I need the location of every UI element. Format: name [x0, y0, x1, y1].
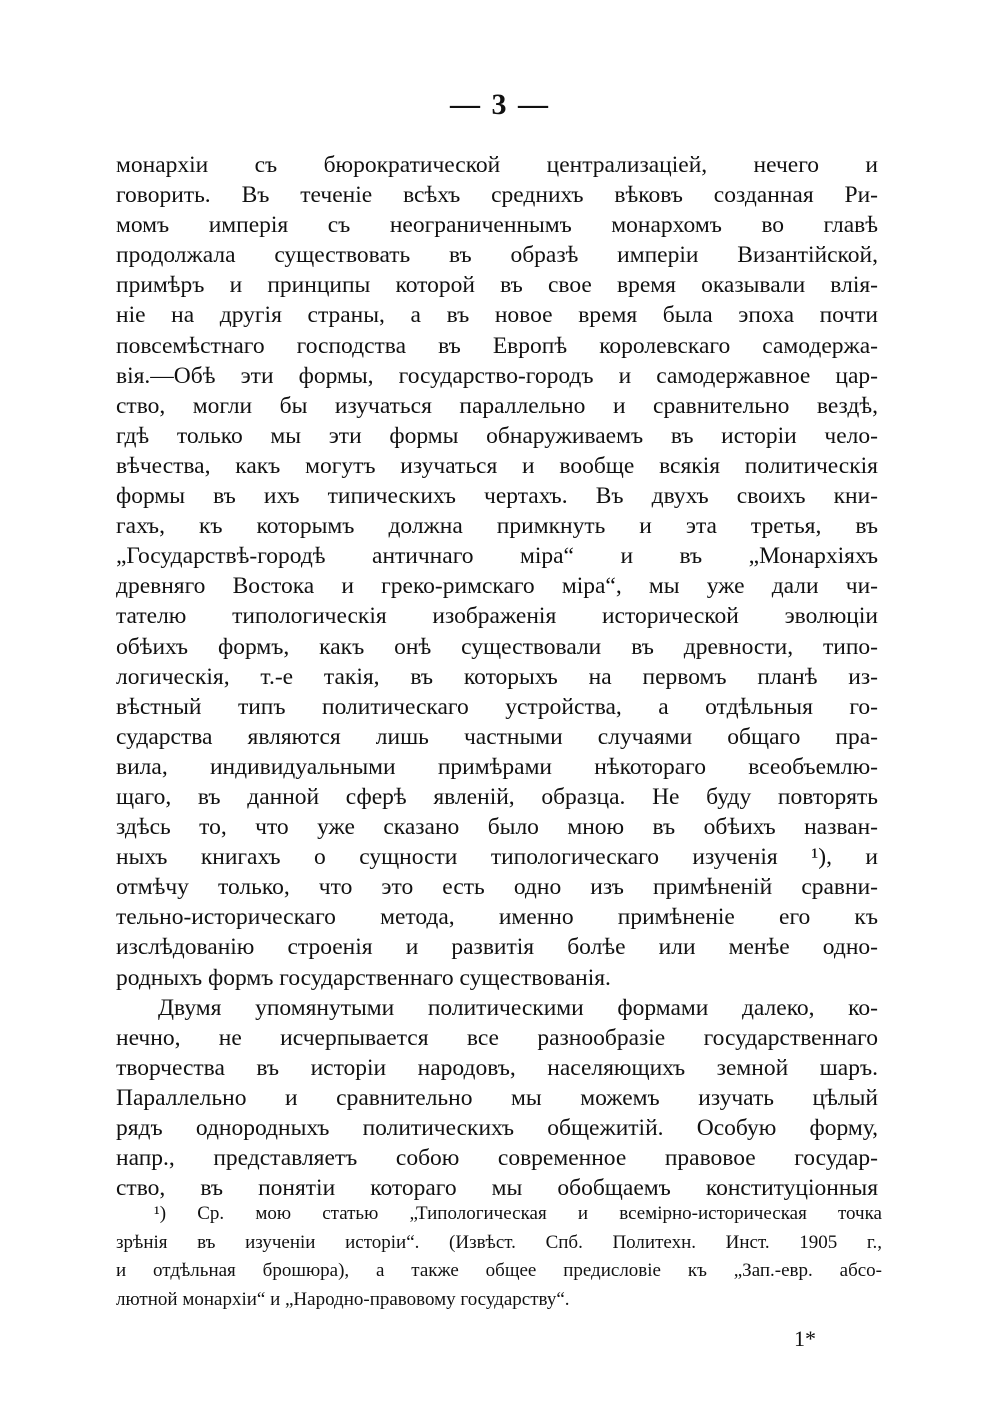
paragraph-1: [116, 150, 878, 993]
text-line: вѣчества, какъ могутъ изучаться и вообще всякія политическія: [116, 452, 878, 479]
text-line: момъ имперія съ неограниченнымъ монархомъ во главѣ: [116, 212, 878, 239]
text-line: тельно-историческаго метода, именно примѣненіе его къ: [116, 904, 878, 931]
text-line: древняго Востока и греко-римскаго міра“, мы уже дали чи-: [116, 573, 878, 600]
body-text: [116, 150, 878, 1203]
footnote-line: лютной монархіи“ и „Народно-правовому государству“.: [116, 1288, 570, 1310]
text-line: примѣръ и принципы которой въ свое время оказывали влія-: [116, 272, 878, 299]
text-line: тателю типологическія изображенія исторической эволюціи: [116, 603, 878, 630]
text-line: вѣстный типъ политическаго устройства, а отдѣльныя го-: [116, 693, 878, 720]
text-line: отмѣчу только, что это есть одно изъ примѣненій сравни-: [116, 874, 878, 901]
text-line: ство, въ понятіи котораго мы обобщаемъ конституціонныя: [116, 1175, 878, 1202]
text-line: сударства являются лишь частными случаями общаго пра-: [116, 723, 878, 750]
text-line: здѣсь то, что уже сказано было мною въ обѣихъ назван-: [116, 814, 878, 841]
text-line: изслѣдованію строенія и развитія болѣе или менѣе одно-: [116, 934, 878, 961]
text-line: формы въ ихъ типическихъ чертахъ. Въ двухъ своихъ кни-: [116, 483, 878, 510]
text-line: ніе на другія страны, а въ новое время была эпоха почти: [116, 302, 878, 329]
paragraph-2: [116, 993, 878, 1204]
text-line: гдѣ только мы эти формы обнаруживаемъ въ исторіи чело-: [116, 422, 878, 449]
text-line: „Государствѣ-городѣ античнаго міра“ и въ „Монархіяхъ: [116, 543, 878, 570]
text-line: вія.—Обѣ эти формы, государство-городъ и самодержавное цар-: [116, 362, 878, 389]
footnote-line: и отдѣльная брошюра), а также общее предисловіе къ „Зап.-евр. абсо-: [116, 1260, 882, 1281]
text-line: повсемѣстнаго господства въ Европѣ королевскаго самодержа-: [116, 332, 878, 359]
footnote-line: зрѣнія въ изученіи исторіи“. (Извѣст. Спб. Политехн. Инст. 1905 г.,: [116, 1231, 882, 1253]
text-line: творчества въ исторіи народовъ, населяющихъ земной шаръ.: [116, 1054, 878, 1081]
text-line: рядъ однородныхъ политическихъ общежитій. Особую форму,: [116, 1115, 878, 1141]
text-line: обѣихъ формъ, какъ онѣ существовали въ древности, типо-: [116, 633, 878, 660]
text-line: Двумя упомянутыми политическими формами далеко, ко-: [158, 994, 878, 1021]
text-line: ство, могли бы изучаться параллельно и сравнительно вездѣ,: [116, 392, 878, 419]
text-line: продолжала существовать въ образѣ имперіи Византійской,: [116, 242, 878, 269]
text-line: щаго, въ данной сферѣ явленій, образца. Не буду повторять: [116, 783, 878, 810]
text-line: гахъ, къ которымъ должна примкнуть и эта третья, въ: [116, 513, 878, 540]
footnote: [116, 1200, 882, 1314]
page-number: — 3 —: [450, 88, 550, 121]
text-line: логическія, т.-е такія, въ которыхъ на первомъ планѣ из-: [116, 663, 878, 690]
text-line: нечно, не исчерпывается все разнообразіе государственнаго: [116, 1024, 878, 1051]
text-line: ныхъ книгахъ о сущности типологическаго изученія ¹), и: [116, 844, 878, 871]
text-line: монархіи съ бюрократической централизаціей, нечего и: [116, 152, 878, 178]
signature-mark: 1*: [794, 1326, 816, 1351]
text-line: вила, индивидуальными примѣрами нѣкотораго всеобъемлю-: [116, 753, 878, 780]
text-line: напр., представляетъ собою современное правовое государ-: [116, 1145, 878, 1172]
text-line: Параллельно и сравнительно мы можемъ изучать цѣлый: [116, 1084, 878, 1111]
footnote-line: ¹) Ср. мою статью „Типологическая и всемірно-историческая точка: [154, 1203, 882, 1224]
text-line: родныхъ формъ государственнаго существованія.: [116, 964, 611, 991]
text-line: говорить. Въ теченіе всѣхъ среднихъ вѣковъ созданная Ри-: [116, 182, 878, 209]
